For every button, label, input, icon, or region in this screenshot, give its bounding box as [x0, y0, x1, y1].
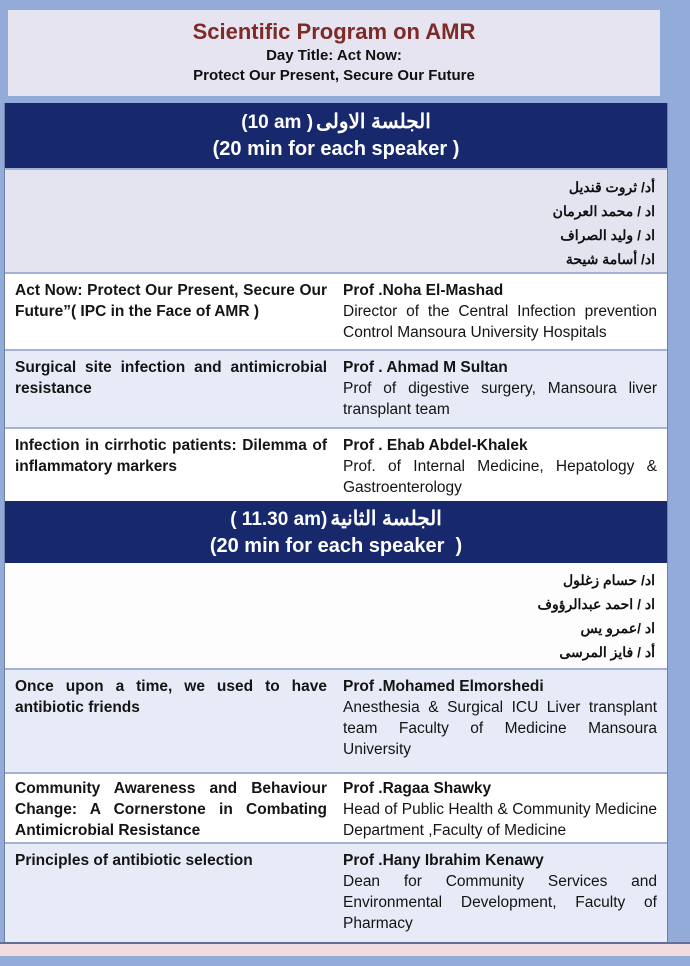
speaker-affiliation: Dean for Community Services and Environmental Development, Faculty of Pharmacy	[343, 873, 657, 932]
speaker-name: Prof .Noha El-Mashad	[343, 282, 504, 299]
talk-speaker-cell	[343, 280, 657, 349]
talk-row	[5, 772, 667, 842]
session2-title	[5, 506, 667, 533]
speaker-affiliation: Prof. of Internal Medicine, Hepatology & Gastroenterology	[343, 458, 657, 496]
session1-title	[5, 109, 667, 136]
speaker-name: Prof .Hany Ibrahim Kenawy	[343, 852, 544, 869]
page-title: Scientific Program on AMR	[192, 19, 476, 44]
talk-topic: Infection in cirrhotic patients: Dilemma of inflammatory markers	[15, 437, 327, 475]
talk-speaker-cell	[343, 435, 657, 501]
speaker-name: Prof .Ragaa Shawky	[343, 780, 492, 797]
talk-row	[5, 668, 667, 772]
speaker-name: Prof . Ehab Abdel-Khalek	[343, 437, 528, 454]
talk-row	[5, 427, 667, 501]
chair-name: اد /عمرو يس	[580, 620, 655, 636]
speaker-name: Prof . Ahmad M Sultan	[343, 359, 508, 376]
talk-row	[5, 842, 667, 942]
talk-topic: Once upon a time, we used to have antibiotic friends	[15, 678, 327, 716]
speaker-affiliation: Prof of digestive surgery, Mansoura liver transplant team	[343, 380, 657, 418]
day-title-line1: Day Title: Act Now:	[266, 47, 402, 64]
day-title-line2: Protect Our Present, Secure Our Future	[193, 67, 475, 84]
session2-chairs-list	[5, 563, 667, 668]
session1-speaker-note: (20 min for each speaker )	[212, 138, 460, 160]
chair-name: اد/ حسام زغلول	[563, 572, 655, 588]
speaker-affiliation: Anesthesia & Surgical ICU Liver transplant team Faculty of Medicine Mansoura University	[343, 699, 657, 758]
speaker-name: Prof .Mohamed Elmorshedi	[343, 678, 544, 695]
program-header	[8, 10, 660, 96]
speaker-affiliation: Head of Public Health & Community Medicine Department ,Faculty of Medicine	[343, 801, 657, 839]
chair-name: أد/ ثروت قنديل	[568, 179, 655, 195]
talk-topic: Surgical site infection and antimicrobial resistance	[15, 359, 327, 397]
talk-speaker-cell	[343, 676, 657, 772]
session2-title-arabic: الجلسة الثانية	[330, 508, 442, 530]
talk-topic: Community Awareness and Behaviour Change: A Cornerstone in Combating Antimicrobial Resistance	[15, 780, 327, 839]
footer-pink-strip	[0, 942, 690, 956]
talk-speaker-cell	[343, 357, 657, 427]
chair-name: اد / احمد عبدالرؤوف	[537, 596, 655, 612]
chair-name: اد / وليد الصراف	[560, 227, 655, 243]
program-table	[4, 103, 668, 942]
talk-row	[5, 272, 667, 349]
chair-name: أد / فايز المرسى	[559, 644, 655, 660]
speaker-affiliation: Director of the Central Infection prevention Control Mansoura University Hospitals	[343, 303, 657, 341]
session1-time: (10 am )	[241, 112, 314, 133]
session2-header-bar	[5, 501, 667, 563]
talk-topic: Principles of antibiotic selection	[15, 852, 253, 869]
session2-time: ( 11.30 am)	[230, 509, 328, 530]
talk-topic: Act Now: Protect Our Present, Secure Our Future”( IPC in the Face of AMR )	[15, 282, 327, 320]
session1-title-arabic: الجلسة الاولى	[316, 111, 431, 133]
talk-speaker-cell	[343, 850, 657, 942]
session1-chairs-list	[5, 168, 667, 272]
session2-speaker-note: (20 min for each speaker )	[209, 535, 463, 557]
talk-speaker-cell	[343, 778, 657, 842]
chair-name: اد/ أسامة شيحة	[565, 251, 655, 267]
session1-header-bar	[5, 103, 667, 168]
talk-row	[5, 349, 667, 427]
chair-name: اد / محمد العرمان	[552, 203, 655, 219]
